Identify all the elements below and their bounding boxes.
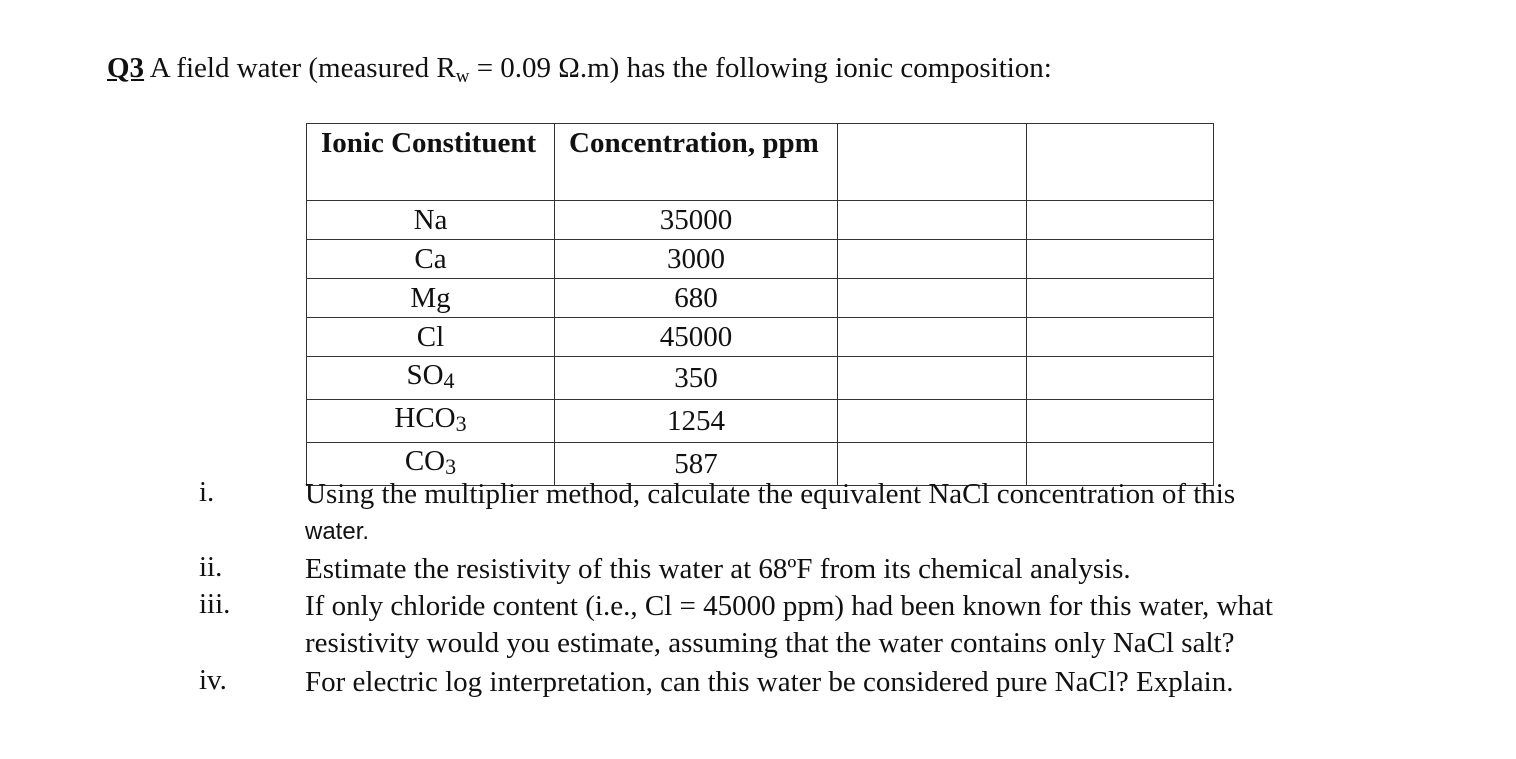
ion-cell: SO4 (307, 357, 555, 400)
item-number: ii. (199, 551, 223, 583)
ppm-cell: 587 (555, 443, 838, 486)
item-text-continued: water. (305, 518, 370, 545)
item-number: iii. (199, 588, 231, 620)
table-row (307, 400, 1214, 443)
ppm-cell: 3000 (555, 240, 838, 279)
item-text: Using the multiplier method, calculate the equivalent NaCl concentration of this (305, 478, 1236, 510)
ppm-cell: 350 (555, 357, 838, 400)
empty-cell (838, 357, 1027, 400)
empty-cell (1027, 279, 1214, 318)
ion-cell: Na (307, 201, 555, 240)
table-row (307, 279, 1214, 318)
ion-cell: Cl (307, 318, 555, 357)
table-header-row (307, 124, 1214, 201)
empty-cell (838, 279, 1027, 318)
empty-cell (1027, 357, 1214, 400)
question-number: Q3 (107, 52, 145, 84)
header-blank-4 (1027, 124, 1214, 201)
empty-cell (1027, 318, 1214, 357)
table-row (307, 318, 1214, 357)
ppm-cell: 45000 (555, 318, 838, 357)
ionic-composition-table (306, 123, 1214, 486)
ppm-cell: 35000 (555, 201, 838, 240)
table-row (307, 201, 1214, 240)
item-text: Estimate the resistivity of this water at 68ºF from its chemical analysis. (305, 553, 1131, 585)
empty-cell (1027, 240, 1214, 279)
ion-cell: Mg (307, 279, 555, 318)
question-text-start: A field water (measured R (144, 52, 456, 84)
empty-cell (838, 240, 1027, 279)
empty-cell (838, 400, 1027, 443)
item-text: If only chloride content (i.e., Cl = 45000 ppm) had been known for this water, what resistivity would you estimate, assuming that the water contains only NaCl salt? (305, 590, 1273, 659)
header-ionic-constituent: Ionic Constituent (307, 124, 555, 201)
table-row (307, 357, 1214, 400)
empty-cell (1027, 201, 1214, 240)
header-blank-3 (838, 124, 1027, 201)
item-number: i. (199, 476, 215, 508)
rw-subscript: w (455, 66, 470, 87)
header-concentration: Concentration, ppm (555, 124, 838, 201)
empty-cell (838, 318, 1027, 357)
item-number: iv. (199, 664, 227, 696)
ppm-cell: 1254 (555, 400, 838, 443)
ion-cell: HCO3 (307, 400, 555, 443)
empty-cell (1027, 400, 1214, 443)
ion-cell: CO3 (307, 443, 555, 486)
empty-cell (838, 201, 1027, 240)
ppm-cell: 680 (555, 279, 838, 318)
table-row (307, 240, 1214, 279)
question-text-end: = 0.09 Ω.m) has the following ionic composition: (469, 52, 1052, 84)
question-line (107, 52, 1052, 88)
item-text: For electric log interpretation, can this water be considered pure NaCl? Explain. (305, 666, 1234, 698)
ion-cell: Ca (307, 240, 555, 279)
